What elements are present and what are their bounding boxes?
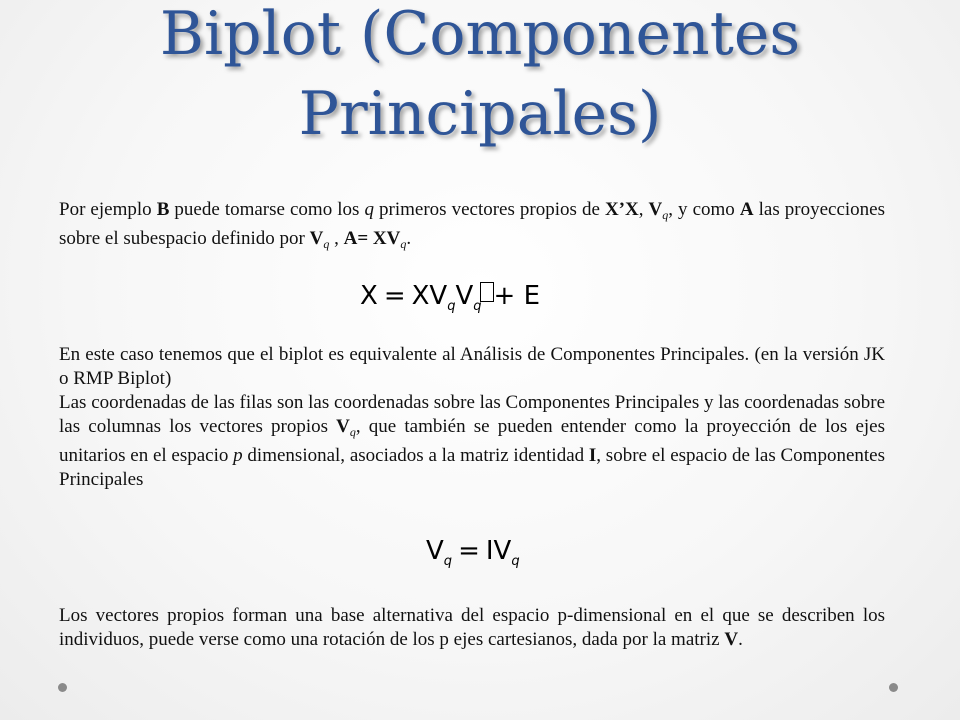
decorative-dot-left xyxy=(58,683,67,692)
p2-text-5: , sobre el espacio de las Componentes Principales xyxy=(59,445,885,490)
eq2-sub-1: q xyxy=(443,554,453,569)
paragraph-2 xyxy=(59,343,885,492)
p1-symbol-v: V xyxy=(648,199,663,220)
eq1-lhs: X xyxy=(360,281,378,311)
title-line-1: Biplot (Componentes xyxy=(159,0,801,69)
p1-formula-a: A= XV xyxy=(343,228,401,249)
p1-sub-q3: q xyxy=(400,237,407,251)
eq1-e: E xyxy=(523,281,541,311)
p1-text-4: , xyxy=(638,199,649,220)
p1-text-1: Por ejemplo xyxy=(59,199,157,220)
p2-line-1: En este caso tenemos que el biplot es equivalente al Análisis de Componentes Principales. (en la versión JK o RMP Biplot) xyxy=(59,344,885,389)
p2-text-4: dimensional, asociados a la matriz identidad xyxy=(242,445,589,466)
p2-text-3: , que también se pueden entender como la proyección de los ejes unitarios en el espacio xyxy=(59,416,885,466)
slide-title xyxy=(40,0,920,154)
equation-2 xyxy=(426,536,520,569)
p2-symbol-v: V xyxy=(336,416,350,437)
p1-symbol-a: A xyxy=(739,199,754,220)
decorative-dot-right xyxy=(889,683,898,692)
p1-symbol-q: q xyxy=(364,199,374,220)
eq1-sub-1: q xyxy=(447,299,456,314)
title-line-2: Principales) xyxy=(298,79,662,149)
p2-text-2: Las coordenadas de las filas son las coordenadas sobre las Componentes Principales y las coordenadas sobre las columnas los vectores propios xyxy=(59,392,885,437)
p3-text-2: . xyxy=(738,629,743,650)
p1-text-5: , y como xyxy=(668,199,740,220)
eq2-sub-2: q xyxy=(511,554,520,569)
eq2-iv: IV xyxy=(485,536,512,566)
p1-text-3: primeros vectores propios de xyxy=(373,199,605,220)
p1-symbol-v2: V xyxy=(309,228,324,249)
eq2-equals: = xyxy=(458,536,480,566)
eq1-equals: = xyxy=(383,281,406,311)
p3-symbol-v: V xyxy=(724,629,739,650)
paragraph-1 xyxy=(59,198,885,256)
eq1-xv: XV xyxy=(411,281,448,311)
p2-sub-q: q xyxy=(349,425,356,439)
p1-sub-q: q xyxy=(662,208,669,222)
eq1-v: V xyxy=(455,281,474,311)
p1-sub-q2: q xyxy=(323,237,330,251)
equation-1 xyxy=(360,281,540,314)
eq1-sub-2: q xyxy=(473,299,482,314)
p2-symbol-i: I xyxy=(588,445,597,466)
missing-glyph-box xyxy=(480,282,494,302)
p2-symbol-p: p xyxy=(233,445,243,466)
eq1-plus: + xyxy=(493,281,516,311)
p1-text-2: puede tomarse como los xyxy=(169,199,365,220)
paragraph-3 xyxy=(59,604,885,652)
p1-text-6: las proyecciones sobre el subespacio definido por xyxy=(59,199,885,249)
p3-text-1: Los vectores propios forman una base alternativa del espacio p-dimensional en el que se describen los individuos, puede verse como una rotación de los p ejes cartesianos, dada por la matriz xyxy=(59,605,885,650)
p1-symbol-xx: X’X xyxy=(604,199,639,220)
p1-text-7: , xyxy=(329,228,344,249)
p1-text-8: . xyxy=(406,228,412,249)
p1-symbol-b: B xyxy=(156,199,170,220)
p2-line-2 xyxy=(59,391,885,492)
eq2-v: V xyxy=(426,536,444,566)
